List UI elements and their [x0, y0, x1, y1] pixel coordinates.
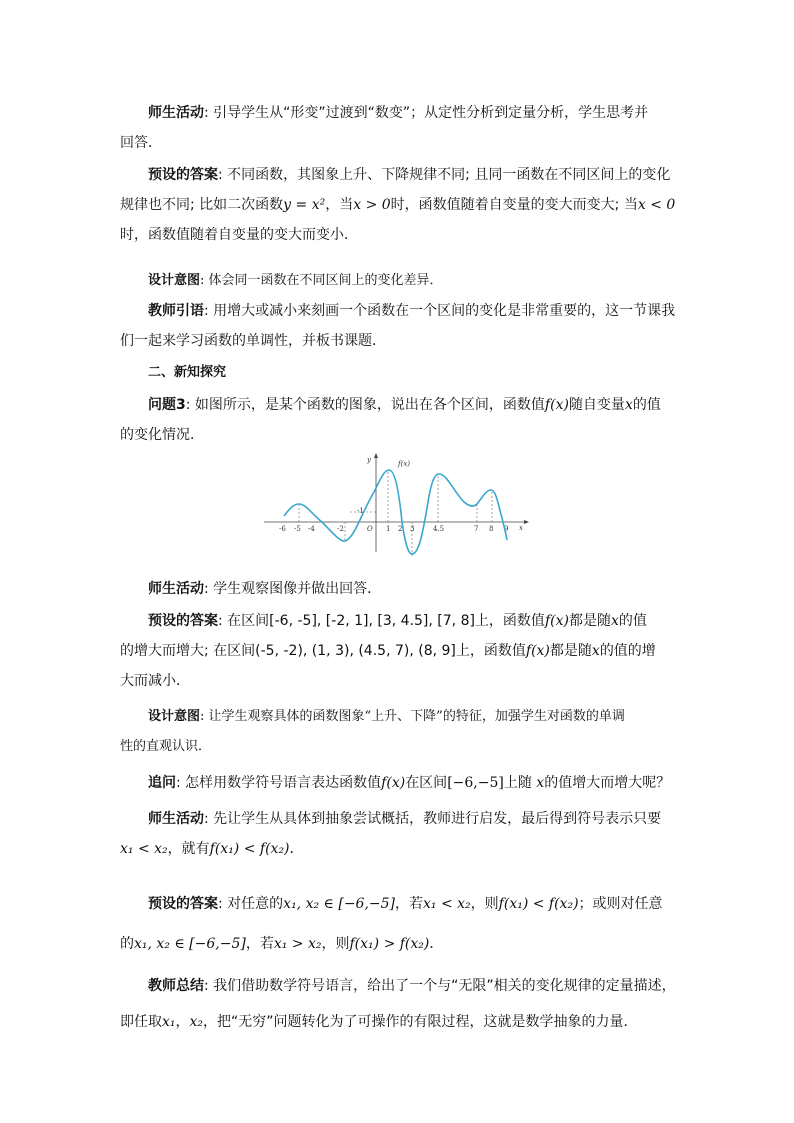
y-axis-label: y — [367, 456, 371, 464]
section-heading: 二、新知探究 — [148, 365, 227, 380]
paragraph-preset-answer-1: 预设的答案: 不同函数，其图象上升、下降规律不同; 且同一函数在不同区间上的变化 规律也不同; 比如二次函数y = x²，当x > 0时，函数值随着自变量的变大而变大; 当x < 0 时，函数值随着自变量的变大而变小． — [120, 167, 676, 243]
paragraph-design-intent-1: 设计意图: 体会同一函数在不同区间上的变化差异． — [148, 273, 443, 288]
paragraph-preset-answer-2: 预设的答案: 在区间[-6, -5], [-2, 1], [3, 4.5], [7, 8]上，函数值f(x)都是随x的值 的增大而增大; 在区间(-5, -2), (1, 3), (4.5, 7), (8, 9]上，函数值f(x)都是随x的值的增 大而减小． — [120, 613, 656, 689]
x-tick-label: 2 — [398, 525, 403, 533]
paragraph-follow-up-question: 追问: 怎样用数学符号语言表达函数值f(x)在区间[−6,−5]上随 x的值增大而增大呢？ — [148, 775, 671, 791]
x-axis-label: x — [519, 524, 523, 532]
function-curve — [284, 470, 507, 554]
x-tick-label: 4.5 — [433, 525, 445, 533]
origin-label: O — [367, 525, 373, 533]
function-graph-figure — [262, 452, 532, 558]
paragraph-teacher-student-activity-2: 师生活动: 学生观察图像并做出回答． — [148, 581, 382, 597]
y-axis-arrow — [374, 453, 378, 458]
paragraph-teacher-intro: 教师引语: 用增大或减小来刻画一个函数在一个区间的变化是非常重要的，这一节课我 们一起来学习函数的单调性，并板书课题． — [120, 303, 676, 349]
x-axis-arrow — [524, 520, 529, 524]
x-tick-label: 9 — [504, 525, 509, 533]
curve-label: f(x) — [398, 460, 411, 468]
y-tick-label: -1 — [357, 507, 364, 515]
paragraph-teacher-summary: 教师总结: 我们借助数学符号语言，给出了一个与“无限”相关的变化规律的定量描述， 即任取x₁，x₂，把“无穷”问题转化为了可操作的有限过程，这就是数学抽象的力量． — [120, 978, 676, 1030]
paragraph-preset-answer-3: 预设的答案: 对任意的x₁, x₂ ∈ [−6,−5]，若x₁ < x₂，则f(x₁) < f(x₂)；或则对任意 的x₁, x₂ ∈ [−6,−5]，若x₁ > x₂，则f(x₁) > f(x₂)． — [120, 896, 663, 952]
x-tick-label: -2 — [337, 525, 344, 533]
x-tick-label: -6 — [279, 525, 286, 533]
x-tick-label: 8 — [489, 525, 494, 533]
x-tick-label: 7 — [474, 525, 479, 533]
x-tick-label: 3 — [410, 525, 415, 533]
x-tick-label: -4 — [308, 525, 315, 533]
paragraph-design-intent-2: 设计意图: 让学生观察具体的函数图象“上升、下降”的特征，加强学生对函数的单调 性的直观认识． — [120, 709, 625, 754]
x-tick-label: -5 — [294, 525, 301, 533]
paragraph-teacher-student-activity-1: 师生活动: 引导学生从“形变”过渡到“数变”；从定性分析到定量分析，学生思考并 回答． — [120, 105, 649, 151]
paragraph-teacher-student-activity-3: 师生活动: 先让学生从具体到抽象尝试概括，教师进行启发，最后得到符号表示只要 x₁ < x₂，就有f(x₁) < f(x₂)． — [120, 811, 662, 857]
x-tick-label: 1 — [386, 525, 391, 533]
paragraph-question-3: 问题3: 如图所示，是某个函数的图象，说出在各个区间，函数值f(x)随自变量x的值 的变化情况． — [120, 397, 661, 443]
